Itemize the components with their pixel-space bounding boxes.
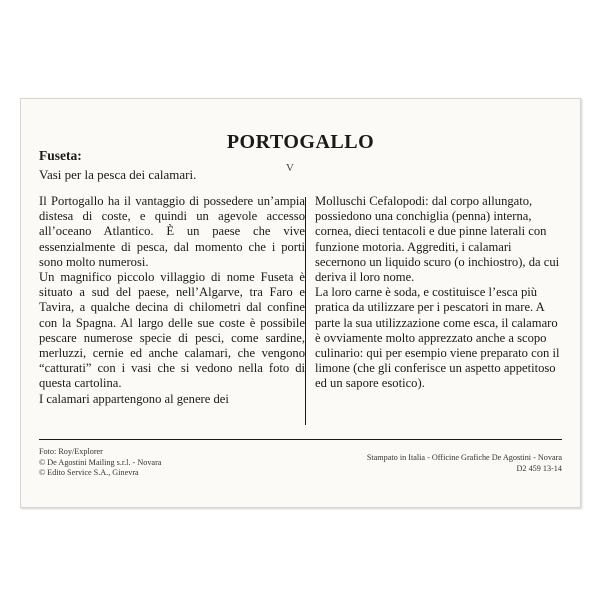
left-text-column (39, 194, 305, 407)
printer-line: Stampato in Italia - Officine Grafiche De Agostini - Novara (366, 453, 562, 462)
column-divider (305, 197, 306, 425)
footer-divider (39, 439, 562, 440)
product-code: D2 459 13-14 (516, 463, 562, 473)
credit-line: © Edito Service S.A., Ginevra (39, 468, 139, 477)
photo-credits (39, 447, 161, 479)
printer-info (367, 453, 562, 474)
paragraph: La loro carne è soda, e costituisce l’esca più pratica da utilizzare per i pescatori in mare. A parte la sua utilizzazione come esca, il calamaro è ovviamente molto apprezzato anche a scopo culinario: qui per esempio viene preparato con il limone (che gli conferisce un aspetto appetitoso ed un sapore esotico). (315, 285, 560, 391)
paragraph: I calamari appartengono al genere dei (39, 391, 229, 406)
location-label: Fuseta: (39, 148, 82, 163)
card-title: PORTOGALLO (226, 131, 375, 153)
paragraph: Il Portogallo ha il vantaggio di possedere un’ampia distesa di coste, e quindi un agevole accesso all’oceano Atlantico. È un paese che vive essenzialmente di pesca, dal momento che i porti sono molto numerosi. (39, 194, 305, 269)
credit-line: © De Agostini Mailing s.r.l. - Novara (39, 457, 162, 467)
right-text-column (315, 194, 561, 392)
paragraph: Molluschi Cefalopodi: dal corpo allungato, possiedono una conchiglia (penna) interna, cornea, dieci tentacoli e due pinne laterali con funzione motoria. Aggrediti, i calamari secernono un liquido scuro (o inchiostro), da cui deriva il loro nome. (315, 194, 560, 285)
paragraph: Un magnifico piccolo villaggio di nome Fuseta è situato a sud del paese, nell’Algarve, tra Faro e Tavira, a qualche decina di chilometri dal confine con la Spagna. Al largo delle sue coste è possibile pescare numerose specie di pesci, come sardine, merluzzi, cernie ed anche calamari, che vengono “catturati” con i vasi che si vedono nella foto di questa cartolina. (39, 270, 305, 391)
series-mark: V (286, 162, 294, 174)
postcard-back (20, 98, 581, 508)
photo-caption: Vasi per la pesca dei calamari. (39, 167, 197, 182)
credit-line: Foto: Roy/Explorer (39, 447, 103, 456)
